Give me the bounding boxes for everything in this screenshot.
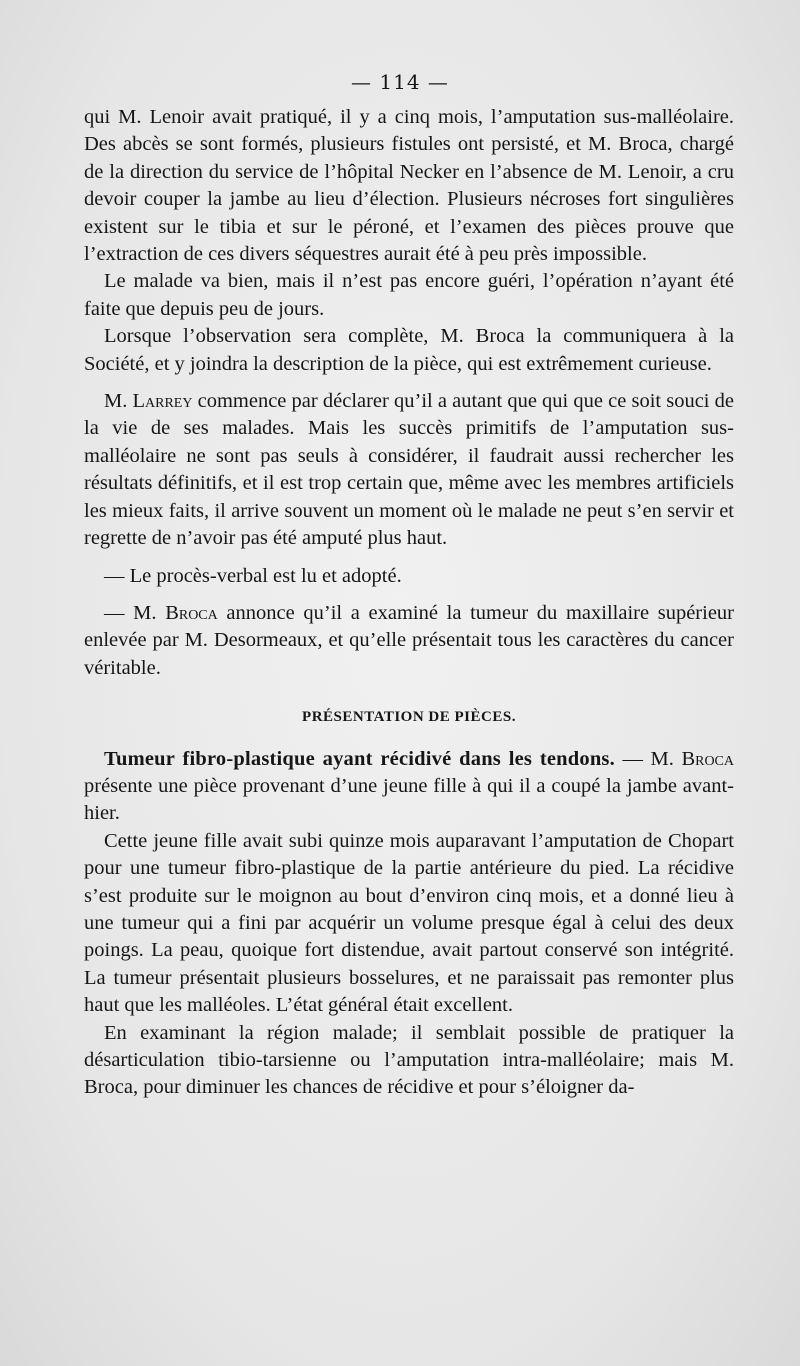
case-dash: —	[614, 747, 651, 770]
paragraph-1: qui M. Lenoir avait pratiqué, il y a cinq mois, l’amputation sus-malléolaire. Des abcès se sont formés, plusieurs fistules ont persisté, et M. Broca, chargé de la direction du service de l’hôpital Necker en l’absence de M. Lenoir, a cru devoir couper la jambe au lieu d’élection. Plusieurs nécroses fort singulières existent sur le tibia et sur le péroné, et l’examen des pièces prouve que l’extraction de ces divers séquestres aurait été à peu près impossible.	[84, 106, 734, 266]
speaker-name-larrey: Larrey	[132, 390, 193, 413]
paragraph-4-text: commence par déclarer qu’il a autant que qui que ce soit souci de la vie de ses malades. Mais les succès primitifs de l’amputation sus-malléolaire ne sont pas seuls à considérer, il faudrait aussi rechercher les résultats définitifs, et il est trop certain que, même avec les membres artificiels les mieux faits, il arrive souvent un moment où le malade ne peut s’en servir et regrette de n’avoir pas été amputé plus haut.	[84, 390, 734, 550]
page-number: — 114 —	[351, 70, 449, 94]
case-paragraph	[84, 746, 734, 828]
case-title: Tumeur fibro-plastique ayant récidivé dans les tendons.	[104, 747, 615, 770]
paragraph-6-prefix: — M.	[104, 601, 166, 624]
body-text	[84, 104, 734, 1102]
paragraph-4-prefix: M.	[104, 390, 133, 413]
paragraph-3: Lorsque l’observation sera complète, M. Broca la communiquera à la Société, et y joindra la description de la pièce, qui est extrêmement curieuse.	[84, 325, 734, 375]
paragraph-6	[84, 600, 734, 682]
paragraph-7: Cette jeune fille avait subi quinze mois auparavant l’amputation de Chopart pour une tumeur fibro-plastique de la partie antérieure du pied. La récidive s’est produite sur le moignon au bout d’environ cinq mois, et a donné lieu à une tumeur qui a fini par acquérir un volume presque égal à celui des deux poings. La peau, quoique fort distendue, avait partout conservé son intégrité. La tumeur présentait plusieurs bosselures, et ne paraissait pas remonter plus haut que les malléoles. L’état général était excellent.	[84, 829, 734, 1017]
speaker-name-broca: Broca	[165, 601, 218, 624]
case-prefix: M.	[650, 747, 682, 770]
section-heading: PRÉSENTATION DE PIÈCES.	[302, 709, 516, 726]
paragraph-8: En examinant la région malade; il semblait possible de pratiquer la désarticulation tibio-tarsienne ou l’amputation intra-malléolaire; mais M. Broca, pour diminuer les chances de récidive et pour s’éloigner da-	[84, 1021, 734, 1099]
paragraph-4	[84, 388, 734, 552]
paragraph-6-text: annonce qu’il a examiné la tumeur du maxillaire supérieur enlevée par M. Desormeaux, et qu’elle présentait tous les caractères du cancer véritable.	[84, 601, 734, 679]
paragraph-5: — Le procès-verbal est lu et adopté.	[104, 564, 402, 587]
case-text: présente une pièce provenant d’une jeune fille à qui il a coupé la jambe avant-hier.	[84, 774, 734, 825]
case-speaker-name: Broca	[681, 747, 735, 770]
paragraph-2: Le malade va bien, mais il n’est pas encore guéri, l’opération n’ayant été faite que depuis peu de jours.	[84, 270, 734, 320]
